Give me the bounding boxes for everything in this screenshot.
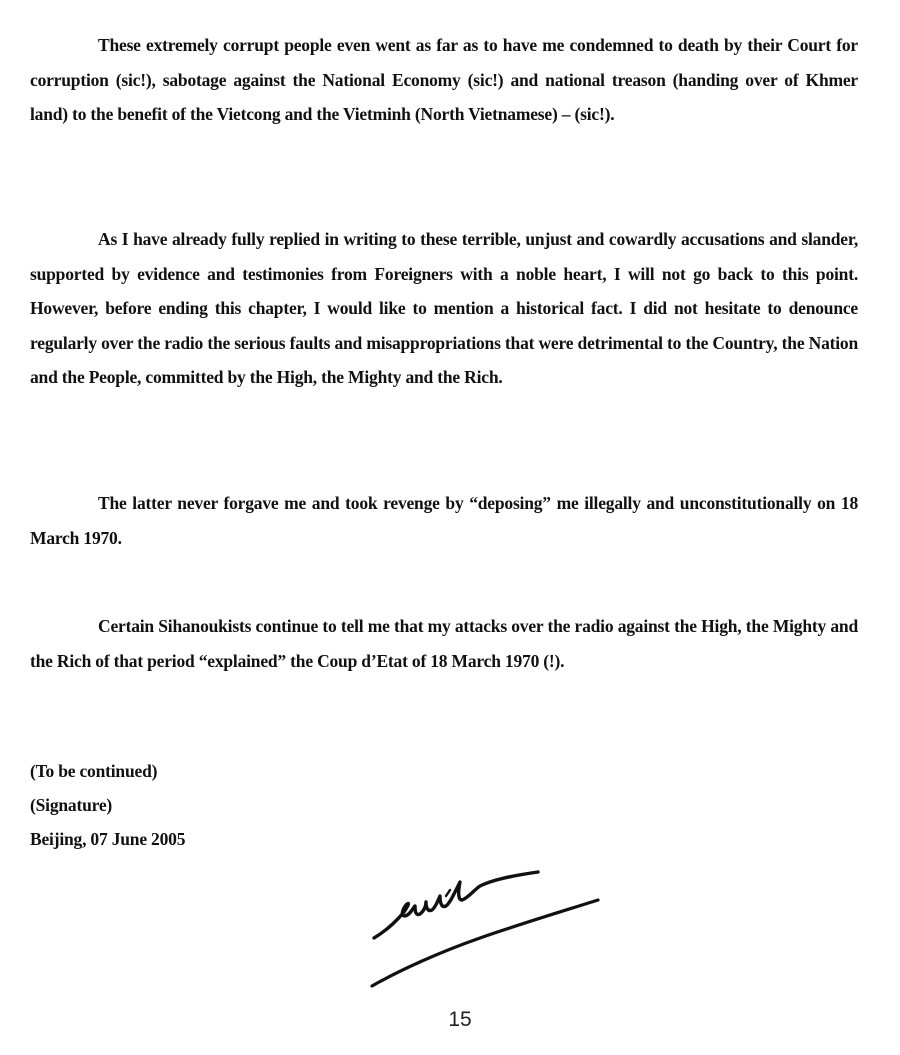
paragraph-1: These extremely corrupt people even went as far as to have me condemned to death by their Court for corruption (sic!), sabotage against the National Economy (sic!) and national treason (handing over of Khmer land) to the benefit of the Vietcong and the Vietminh (North Vietnamese) – (sic!). bbox=[30, 35, 858, 124]
paragraph-3: The latter never forgave me and took revenge by “deposing” me illegally and unconstitutionally on 18 March 1970. bbox=[30, 493, 858, 548]
paragraph-4: Certain Sihanoukists continue to tell me that my attacks over the radio against the High, the Mighty and the Rich of that period “explained” the Coup d’Etat of 18 March 1970 (!). bbox=[30, 616, 858, 671]
page-number: 15 bbox=[448, 1008, 472, 1031]
signature-label: (Signature) bbox=[30, 795, 113, 815]
place-date: Beijing, 07 June 2005 bbox=[30, 829, 186, 849]
to-be-continued: (To be continued) bbox=[30, 761, 158, 781]
handwritten-signature bbox=[360, 860, 620, 1000]
paragraph-2: As I have already fully replied in writing to these terrible, unjust and cowardly accusations and slander, supported by evidence and testimonies from Foreigners with a noble heart, I will not go back to this point. However, before ending this chapter, I would like to mention a historical fact. I did not hesitate to denounce regularly over the radio the serious faults and misappropriations that were detrimental to the Country, the Nation and the People, committed by the High, the Mighty and the Rich. bbox=[30, 229, 858, 387]
closing-block bbox=[30, 754, 185, 856]
